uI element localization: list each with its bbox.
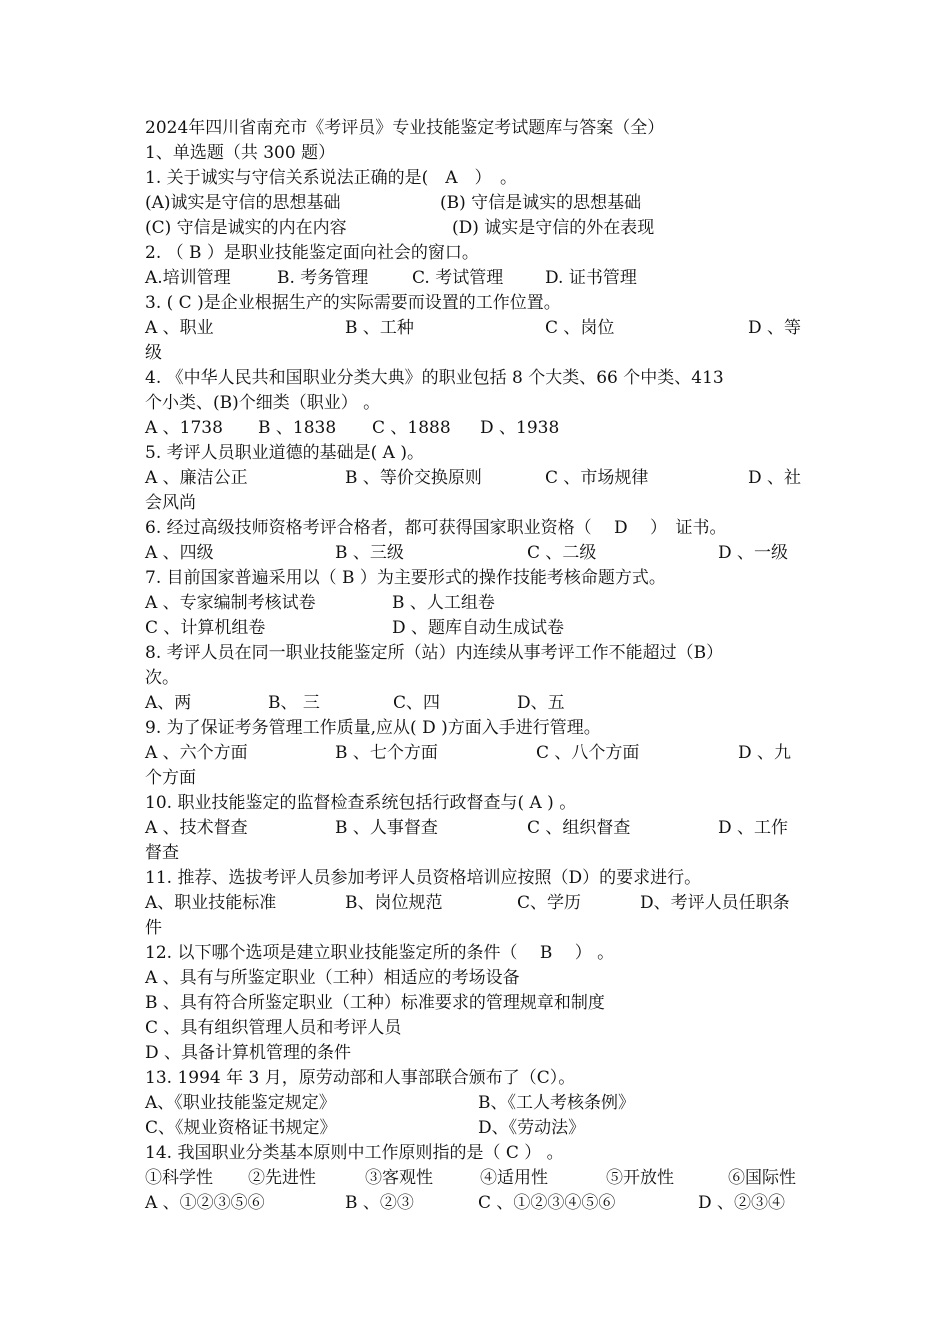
q14-item-1: ①科学性 [145, 1168, 213, 1188]
q9-option-d-continued: 个方面 [145, 768, 196, 788]
q7-option-d: D 、题库自动生成试卷 [392, 618, 565, 638]
q2-option-b: B. 考务管理 [277, 268, 369, 288]
question-14: 14. 我国职业分类基本原则中工作原则指的是（ C ） 。 [145, 1143, 564, 1163]
question-2: 2. （ B ）是职业技能鉴定面向社会的窗口。 [145, 243, 479, 263]
question-8-continued: 次。 [145, 668, 179, 688]
q12-option-a: A 、具有与所鉴定职业（工种）相适应的考场设备 [145, 968, 520, 988]
question-5: 5. 考评人员职业道德的基础是( A )。 [145, 443, 424, 463]
q10-option-c: C 、组织督查 [527, 818, 631, 838]
q12-option-d: D 、具备计算机管理的条件 [145, 1043, 352, 1063]
q7-option-b: B 、人工组卷 [392, 593, 495, 613]
q10-option-d: D 、工作 [718, 818, 789, 838]
q2-option-a: A.培训管理 [145, 268, 231, 288]
question-1: 1. 关于诚实与守信关系说法正确的是( A ） 。 [145, 168, 518, 188]
q5-option-d: D 、社 [748, 468, 802, 488]
q11-option-c: C、学历 [517, 893, 582, 913]
question-6: 6. 经过高级技师资格考评合格者，都可获得国家职业资格（ D ） 证书。 [145, 518, 727, 538]
q13-option-d: D、《劳动法》 [478, 1118, 586, 1138]
q8-option-d: D、五 [517, 693, 565, 713]
question-11: 11. 推荐、选拔考评人员参加考评人员资格培训应按照（D）的要求进行。 [145, 868, 702, 888]
q4-option-d: D 、1938 [480, 418, 560, 438]
q5-option-d-continued: 会风尚 [145, 493, 196, 513]
q6-option-d: D 、一级 [718, 543, 789, 563]
q9-option-c: C 、八个方面 [536, 743, 640, 763]
q11-option-b: B、岗位规范 [345, 893, 443, 913]
q10-option-b: B 、人事督查 [335, 818, 438, 838]
q3-option-a: A 、职业 [145, 318, 214, 338]
q9-option-a: A 、六个方面 [145, 743, 248, 763]
q11-option-a: A、职业技能标准 [145, 893, 277, 913]
q7-option-c: C 、计算机组卷 [145, 618, 266, 638]
q10-option-d-continued: 督查 [145, 843, 179, 863]
question-8: 8. 考评人员在同一职业技能鉴定所（站）内连续从事考评工作不能超过（B） [145, 643, 724, 663]
q13-option-b: B、《工人考核条例》 [478, 1093, 635, 1113]
q8-option-c: C、四 [393, 693, 441, 713]
question-10: 10. 职业技能鉴定的监督检查系统包括行政督查与( A ) 。 [145, 793, 577, 813]
q11-option-d-continued: 件 [145, 918, 162, 938]
q14-item-5: ⑤开放性 [606, 1168, 674, 1188]
q5-option-c: C 、市场规律 [545, 468, 649, 488]
q4-option-c: C 、1888 [372, 418, 451, 438]
q9-option-d: D 、九 [738, 743, 792, 763]
q14-item-4: ④适用性 [480, 1168, 548, 1188]
q12-option-c: C 、具有组织管理人员和考评人员 [145, 1018, 402, 1038]
section-heading: 1、单选题（共 300 题） [145, 143, 336, 163]
q14-option-b: B 、②③ [345, 1193, 414, 1213]
q4-option-b: B 、1838 [258, 418, 337, 438]
q5-option-b: B 、等价交换原则 [345, 468, 482, 488]
q3-option-c: C 、岗位 [545, 318, 615, 338]
q3-option-d-continued: 级 [145, 343, 162, 363]
q3-option-b: B 、工种 [345, 318, 414, 338]
question-12: 12. 以下哪个选项是建立职业技能鉴定所的条件（ B ） 。 [145, 943, 615, 963]
q14-option-d: D 、②③④ [698, 1193, 786, 1213]
q10-option-a: A 、技术督查 [145, 818, 248, 838]
q8-option-a: A、两 [145, 693, 192, 713]
q2-option-c: C. 考试管理 [412, 268, 504, 288]
q14-item-3: ③客观性 [365, 1168, 433, 1188]
q2-option-d: D. 证书管理 [545, 268, 637, 288]
q12-option-b: B 、具有符合所鉴定职业（工种）标准要求的管理规章和制度 [145, 993, 605, 1013]
question-13: 13. 1994 年 3 月，原劳动部和人事部联合颁布了（C）。 [145, 1068, 576, 1088]
q14-option-c: C 、①②③④⑤⑥ [478, 1193, 616, 1213]
question-4-continued: 个小类、(B)个细类（职业） 。 [145, 393, 381, 413]
question-4: 4. 《中华人民共和国职业分类大典》的职业包括 8 个大类、66 个中类、413 [145, 368, 724, 388]
q7-option-a: A 、专家编制考核试卷 [145, 593, 316, 613]
q6-option-b: B 、三级 [335, 543, 404, 563]
q1-option-a: (A)诚实是守信的思想基础 [145, 193, 341, 213]
q14-item-2: ②先进性 [248, 1168, 316, 1188]
q13-option-a: A、《职业技能鉴定规定》 [145, 1093, 336, 1113]
q1-option-d: (D) 诚实是守信的外在表现 [452, 218, 655, 238]
q1-option-c: (C) 守信是诚实的内在内容 [145, 218, 347, 238]
q13-option-c: C、《规业资格证书规定》 [145, 1118, 337, 1138]
question-3: 3. ( C )是企业根据生产的实际需要而设置的工作位置。 [145, 293, 561, 313]
question-9: 9. 为了保证考务管理工作质量,应从( D )方面入手进行管理。 [145, 718, 601, 738]
q14-option-a: A 、①②③⑤⑥ [145, 1193, 265, 1213]
question-7: 7. 目前国家普遍采用以（ B ）为主要形式的操作技能考核命题方式。 [145, 568, 666, 588]
q5-option-a: A 、廉洁公正 [145, 468, 248, 488]
q14-item-6: ⑥国际性 [728, 1168, 796, 1188]
q8-option-b: B、 三 [268, 693, 320, 713]
q1-option-b: (B) 守信是诚实的思想基础 [440, 193, 642, 213]
document-title: 2024年四川省南充市《考评员》专业技能鉴定考试题库与答案（全） [145, 118, 665, 138]
q3-option-d: D 、等 [748, 318, 802, 338]
q9-option-b: B 、七个方面 [335, 743, 438, 763]
q11-option-d: D、考评人员任职条 [640, 893, 790, 913]
q6-option-a: A 、四级 [145, 543, 214, 563]
q6-option-c: C 、二级 [527, 543, 597, 563]
q4-option-a: A 、1738 [145, 418, 223, 438]
